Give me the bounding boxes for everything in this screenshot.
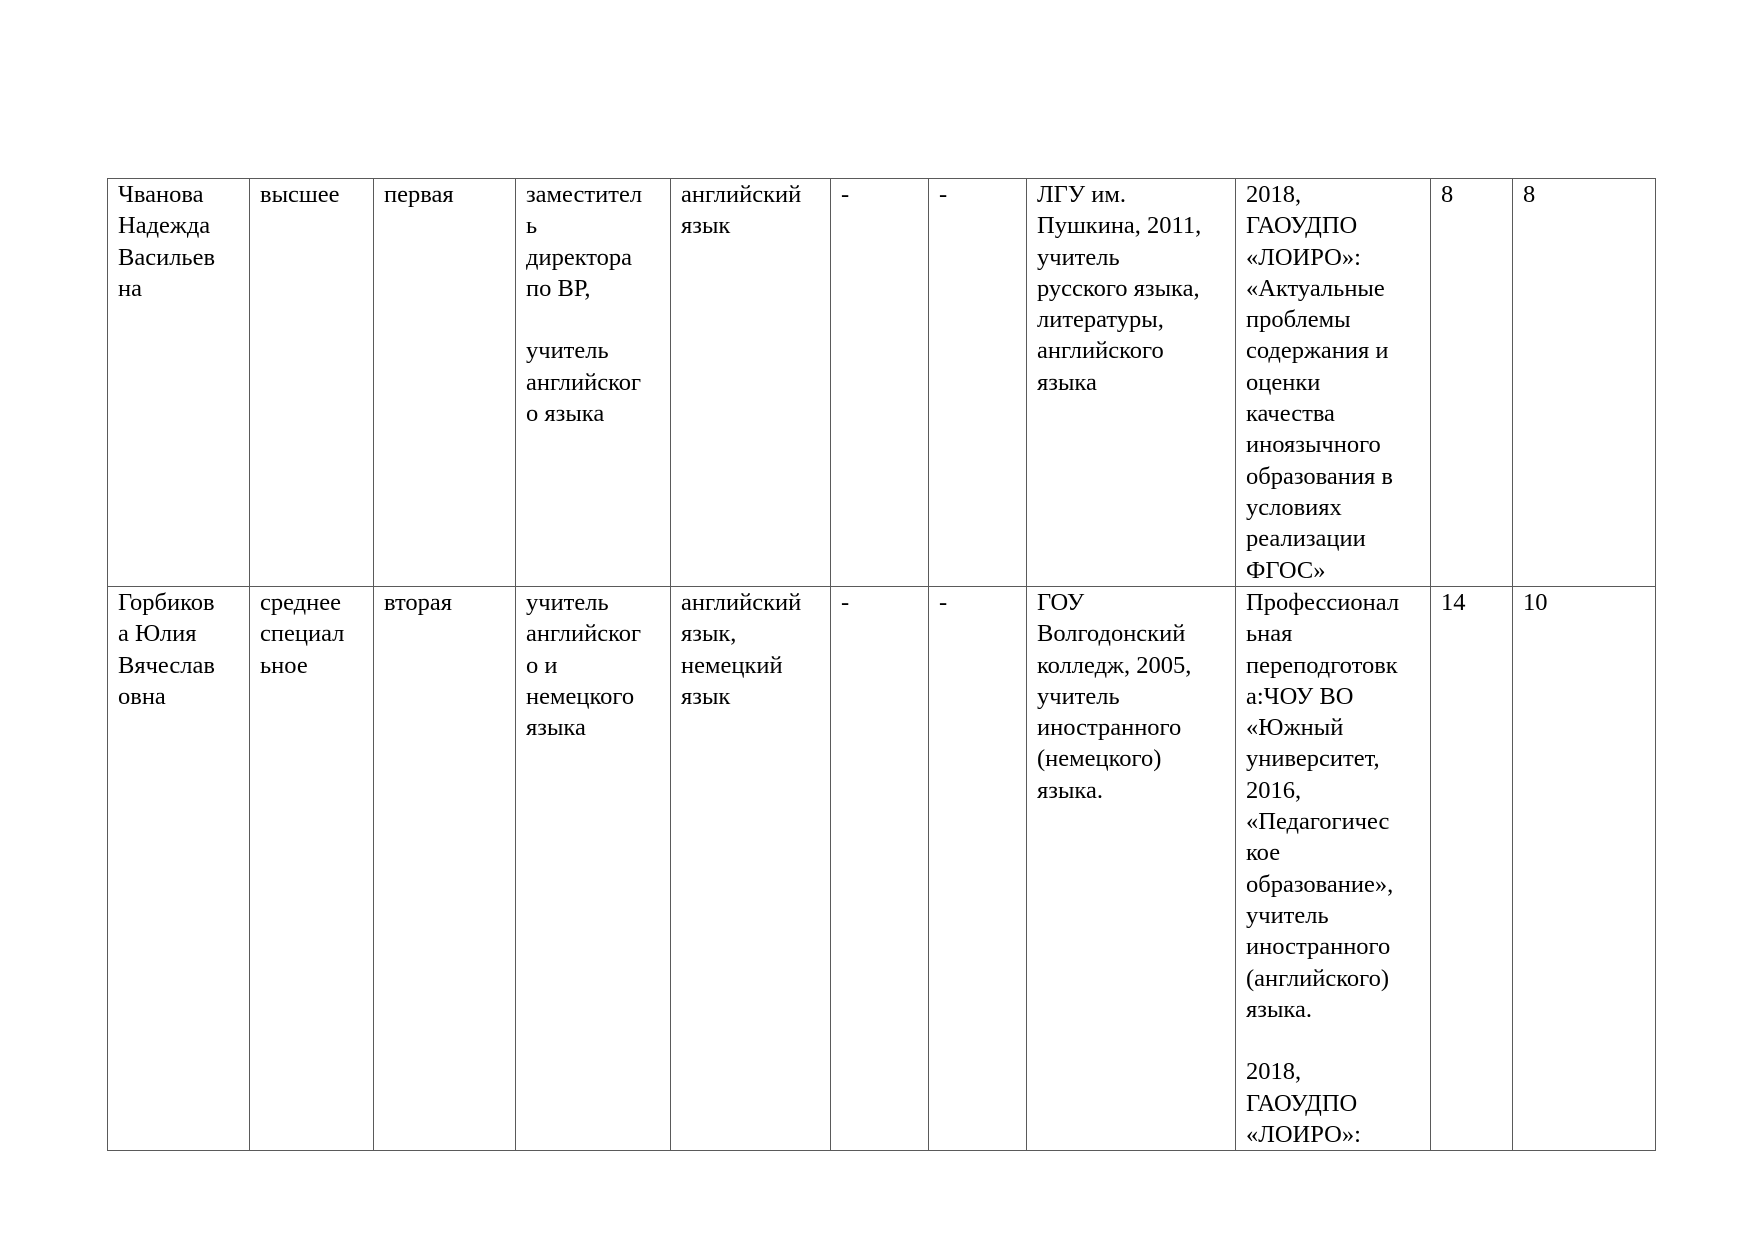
cell-name: Горбиков а Юлия Вячеслав овна xyxy=(108,587,250,1151)
cell-position: заместител ь директора по ВР, учитель английског о языка xyxy=(516,179,671,587)
cell-category: первая xyxy=(374,179,516,587)
cell-col7: - xyxy=(929,587,1027,1151)
cell-ped-years: 8 xyxy=(1513,179,1656,587)
cell-subjects: английский язык, немецкий язык xyxy=(671,587,831,1151)
cell-education: высшее xyxy=(250,179,374,587)
cell-total-years: 14 xyxy=(1431,587,1513,1151)
cell-total-years: 8 xyxy=(1431,179,1513,587)
cell-training: Профессионал ьная переподготовк а:ЧОУ ВО «Южный университет, 2016, «Педагогичес кое образование», учитель иностранного (английского) языка. 2018, ГАОУДПО «ЛОИРО»: xyxy=(1236,587,1431,1151)
cell-position: учитель английског о и немецкого языка xyxy=(516,587,671,1151)
staff-table xyxy=(107,178,1656,1151)
table-row xyxy=(108,587,1656,1151)
cell-col7: - xyxy=(929,179,1027,587)
cell-name: Чванова Надежда Васильев на xyxy=(108,179,250,587)
cell-training: 2018, ГАОУДПО «ЛОИРО»: «Актуальные проблемы содержания и оценки качества иноязычного образования в условиях реализации ФГОС» xyxy=(1236,179,1431,587)
table-row xyxy=(108,179,1656,587)
cell-col6: - xyxy=(831,179,929,587)
cell-col6: - xyxy=(831,587,929,1151)
cell-ped-years: 10 xyxy=(1513,587,1656,1151)
cell-education: среднее специал ьное xyxy=(250,587,374,1151)
cell-institution: ЛГУ им. Пушкина, 2011, учитель русского языка, литературы, английского языка xyxy=(1027,179,1236,587)
cell-category: вторая xyxy=(374,587,516,1151)
cell-subjects: английский язык xyxy=(671,179,831,587)
cell-institution: ГОУ Волгодонский колледж, 2005, учитель иностранного (немецкого) языка. xyxy=(1027,587,1236,1151)
